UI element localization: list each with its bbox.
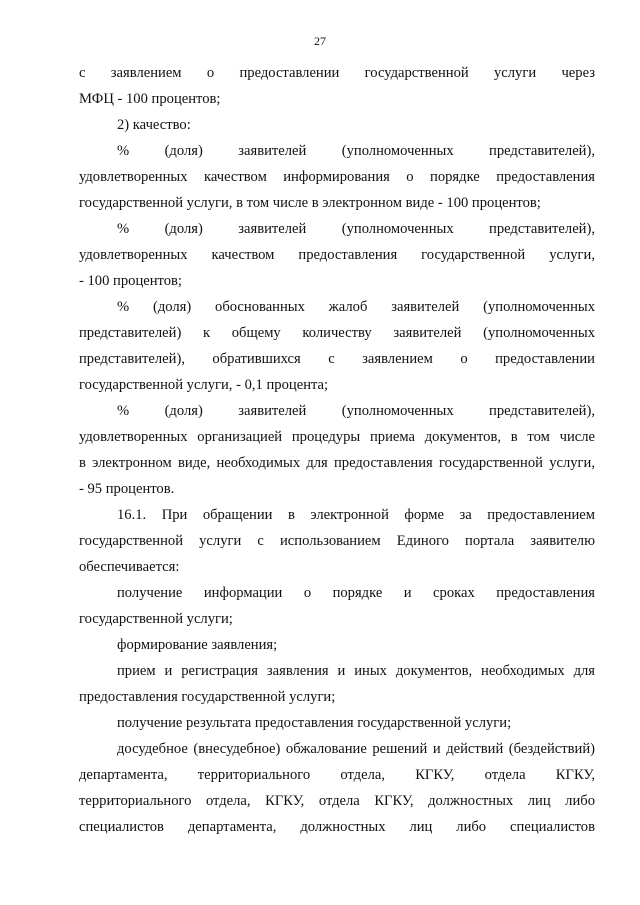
text-line: государственной услуги, в том числе в электронном виде - 100 процентов;: [79, 195, 541, 211]
text-line: в электронном виде, необходимых для предоставления государственной услуги,: [79, 455, 595, 471]
text-line: % (доля) заявителей (уполномоченных представителей),: [117, 221, 595, 237]
text-line: представителей) к общему количеству заявителей (уполномоченных: [79, 325, 595, 341]
text-line: формирование заявления;: [117, 637, 278, 653]
text-line: государственной услуги;: [79, 611, 233, 627]
text-line: удовлетворенных организацией процедуры приема документов, в том числе: [79, 429, 595, 445]
text-line: 16.1. При обращении в электронной форме за предоставлением: [117, 507, 595, 523]
text-line: обеспечивается:: [79, 559, 180, 575]
text-line: представителей), обратившихся с заявлением о предоставлении: [79, 351, 595, 367]
text-line: % (доля) заявителей (уполномоченных представителей),: [117, 403, 595, 419]
text-line: % (доля) обоснованных жалоб заявителей (уполномоченных: [117, 299, 595, 315]
text-line: % (доля) заявителей (уполномоченных представителей),: [117, 143, 595, 159]
text-line: государственной услуги, - 0,1 процента;: [79, 377, 329, 393]
text-line: государственной услуги с использованием Единого портала заявителю: [79, 533, 595, 549]
text-line: прием и регистрация заявления и иных документов, необходимых для: [117, 663, 595, 679]
page-number: 27: [314, 34, 326, 48]
text-line: удовлетворенных качеством предоставления государственной услуги,: [79, 247, 595, 263]
text-line: предоставления государственной услуги;: [79, 689, 336, 705]
text-line: получение информации о порядке и сроках предоставления: [117, 585, 595, 601]
text-line: территориального отдела, КГКУ, отдела КГКУ, должностных лиц либо: [79, 793, 595, 809]
text-line: с заявлением о предоставлении государственной услуги через: [79, 65, 595, 81]
text-line: департамента, территориального отдела, КГКУ, отдела КГКУ,: [79, 767, 595, 783]
text-line: МФЦ - 100 процентов;: [79, 91, 221, 107]
text-line: - 95 процентов.: [79, 481, 175, 497]
text-line: - 100 процентов;: [79, 273, 182, 289]
text-line: удовлетворенных качеством информирования о порядке предоставления: [79, 169, 595, 185]
text-line: специалистов департамента, должностных лиц либо специалистов: [79, 819, 595, 835]
document-body: [79, 60, 595, 840]
text-line: получение результата предоставления государственной услуги;: [117, 715, 512, 731]
text-line: досудебное (внесудебное) обжалование решений и действий (бездействий): [117, 741, 595, 757]
text-line: 2) качество:: [117, 117, 191, 133]
